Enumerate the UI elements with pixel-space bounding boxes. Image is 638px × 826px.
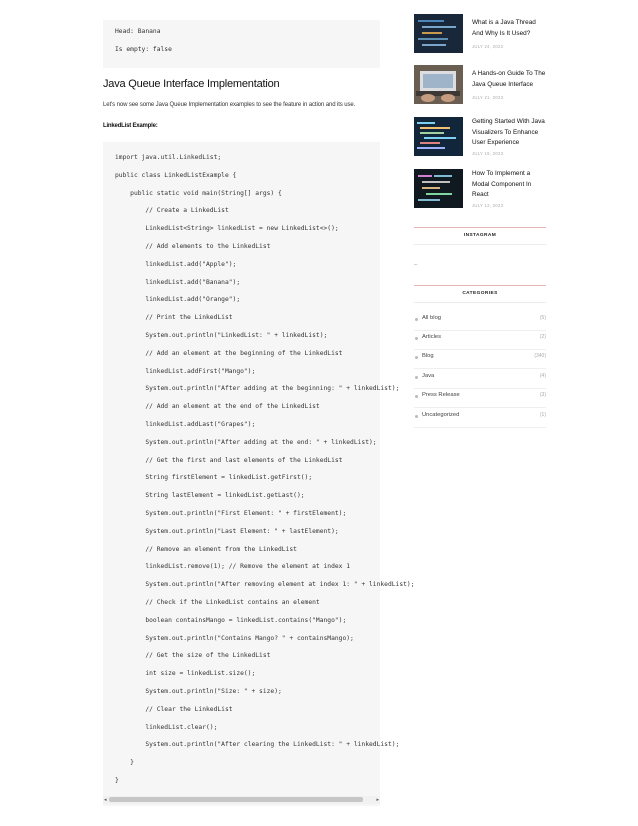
code-line: // Get the size of the LinkedList <box>115 652 271 660</box>
code-line: int size = linkedList.size(); <box>115 670 256 678</box>
category-count: (5) <box>539 315 546 321</box>
code-line: linkedList.add("Banana"); <box>115 278 241 286</box>
scroll-right-icon[interactable]: ▸ <box>376 797 379 803</box>
category-name[interactable]: Press Release <box>422 392 460 398</box>
code-line: System.out.println("First Element: " + firstElement); <box>115 510 347 517</box>
bullet-icon <box>415 395 418 398</box>
bullet-icon <box>415 415 418 418</box>
post-date: JULY 19, 2023 <box>472 151 504 156</box>
bullet-icon <box>415 356 418 359</box>
code-line: // Create a LinkedList <box>115 207 229 215</box>
post-thumbnail[interactable] <box>414 169 463 208</box>
post-thumbnail[interactable] <box>414 117 463 156</box>
instagram-feed-placeholder: – <box>414 262 418 268</box>
code-line: // Print the LinkedList <box>115 314 233 322</box>
code-line: // Clear the LinkedList <box>115 705 233 713</box>
post-thumbnail[interactable] <box>414 14 463 53</box>
recent-post[interactable] <box>414 65 546 105</box>
category-name[interactable]: Articles <box>422 334 442 340</box>
category-item[interactable] <box>414 330 546 350</box>
code-line: String lastElement = linkedList.getLast(); <box>115 492 305 500</box>
post-title[interactable]: How To Implement a Modal Component In React <box>472 170 532 198</box>
categories-widget-title <box>414 285 546 303</box>
widget-heading: CATEGORIES <box>462 291 498 296</box>
section-heading: Java Queue Interface Implementation <box>103 78 280 90</box>
code-horizontal-scrollbar[interactable] <box>103 796 380 804</box>
code-line: public class LinkedListExample { <box>115 171 237 179</box>
code-line: LinkedList<String> linkedList = new LinkedList<>(); <box>115 225 339 233</box>
category-item[interactable] <box>414 349 546 369</box>
code-line: linkedList.add("Orange"); <box>115 296 241 304</box>
code-line: System.out.println("After adding at the end: " + linkedList); <box>115 438 377 446</box>
code-line: } <box>115 759 134 767</box>
category-count: (1) <box>539 412 546 418</box>
recent-post[interactable] <box>414 169 546 209</box>
category-item[interactable] <box>414 311 546 331</box>
post-title[interactable]: A Hands-on Guide To The Java Queue Interface <box>472 70 546 88</box>
bullet-icon <box>415 318 418 321</box>
scroll-left-icon[interactable]: ◂ <box>104 797 107 803</box>
category-name[interactable]: Java <box>422 373 435 379</box>
code-line: public static void main(String[] args) { <box>115 189 282 197</box>
code-line: import java.util.LinkedList; <box>115 154 222 161</box>
code-line: System.out.println("Last Element: " + lastElement); <box>115 527 339 535</box>
category-item[interactable] <box>414 408 546 428</box>
code-line: String firstElement = linkedList.getFirst(); <box>115 474 313 482</box>
post-title[interactable]: Getting Started With Java Visualizers To Enhance User Experience <box>472 118 545 146</box>
instagram-widget-title <box>414 227 546 245</box>
bullet-icon <box>415 337 418 340</box>
code-screen-image <box>414 169 463 208</box>
category-count: (2) <box>539 334 546 340</box>
post-date: JULY 21, 2023 <box>472 95 504 100</box>
post-date: JULY 24, 2023 <box>472 44 504 49</box>
code-line: System.out.println("Size: " + size); <box>115 688 282 695</box>
post-date: JULY 12, 2023 <box>472 203 504 208</box>
output-line: Head: Banana <box>115 28 161 35</box>
code-line: System.out.println("Contains Mango? " + containsMango); <box>115 634 354 642</box>
category-name[interactable]: All blog <box>422 315 442 321</box>
code-block[interactable] <box>103 142 415 806</box>
code-line: } <box>115 777 119 784</box>
category-count: (4) <box>539 373 546 379</box>
code-line: System.out.println("After removing element at index 1: " + linkedList); <box>115 581 415 589</box>
category-item[interactable] <box>414 369 546 389</box>
code-line: boolean containsMango = linkedList.contains("Mango"); <box>115 616 347 624</box>
code-line: linkedList.clear(); <box>115 723 218 731</box>
code-line: // Add elements to the LinkedList <box>115 243 271 250</box>
category-name[interactable]: Blog <box>422 353 434 359</box>
post-title[interactable]: What is a Java Thread And Why Is It Used? <box>472 19 536 37</box>
code-line: System.out.println("After clearing the LinkedList: " + linkedList); <box>115 741 400 749</box>
code-line: linkedList.addFirst("Mango"); <box>115 367 256 375</box>
widget-heading: INSTAGRAM <box>463 233 497 238</box>
post-thumbnail[interactable] <box>414 65 463 104</box>
code-screen-image <box>414 14 463 53</box>
category-count: (340) <box>534 353 546 359</box>
category-name[interactable]: Uncategorized <box>422 412 460 418</box>
code-line: // Remove an element from the LinkedList <box>115 545 297 553</box>
recent-post[interactable] <box>414 14 546 54</box>
section-intro: Let’s now see some Java Queue Implementation examples to see the feature in action and its use. <box>103 102 356 108</box>
output-block <box>103 20 380 68</box>
code-line: linkedList.add("Apple"); <box>115 260 237 268</box>
code-line: linkedList.addLast("Grapes"); <box>115 421 256 428</box>
code-line: // Get the first and last elements of the LinkedList <box>115 456 343 464</box>
code-line: // Check if the LinkedList contains an element <box>115 599 320 606</box>
code-line: // Add an element at the end of the LinkedList <box>115 403 320 411</box>
output-line: Is empty: false <box>115 46 172 53</box>
bullet-icon <box>415 376 418 379</box>
code-line: // Add an element at the beginning of the LinkedList <box>115 349 343 357</box>
scrollbar-thumb[interactable] <box>109 797 363 802</box>
laptop-hands-image <box>414 65 463 104</box>
code-screen-image <box>414 117 463 156</box>
category-item[interactable] <box>414 388 546 408</box>
recent-post[interactable] <box>414 117 546 157</box>
code-line: System.out.println("LinkedList: " + linkedList); <box>115 332 328 339</box>
example-label: LinkedList Example: <box>103 123 158 129</box>
code-line: linkedList.remove(1); // Remove the element at index 1 <box>115 563 351 571</box>
category-count: (3) <box>539 392 546 398</box>
code-line: System.out.println("After adding at the beginning: " + linkedList); <box>115 385 400 393</box>
